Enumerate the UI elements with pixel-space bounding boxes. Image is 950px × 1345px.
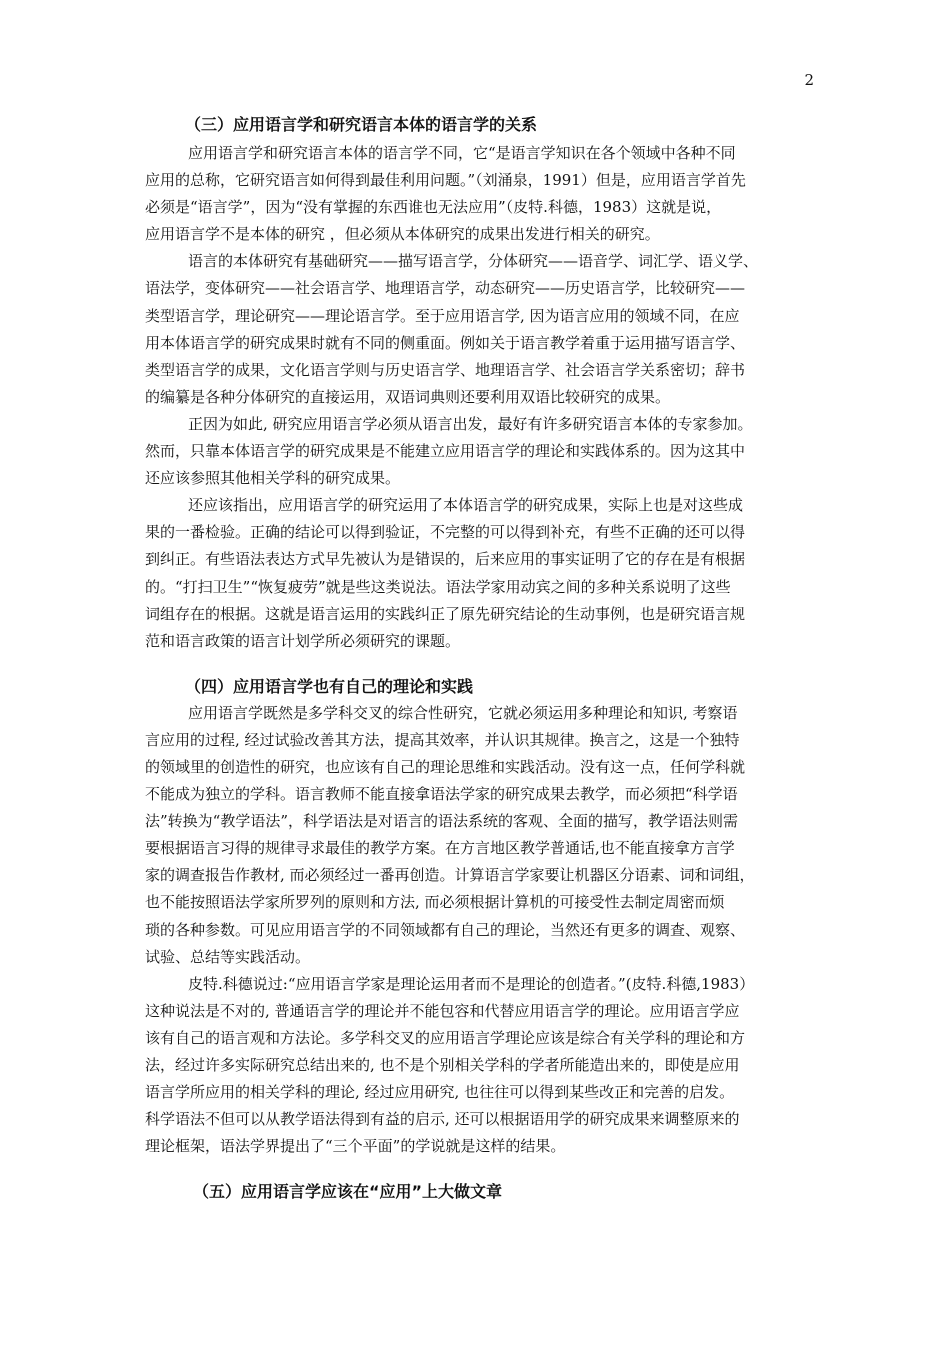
text-line: 法，经过许多实际研究总结出来的, 也不是个别相关学科的学者所能造出来的，即使是应用 <box>145 1056 740 1074</box>
text-line: 的领域里的创造性的研究，也应该有自己的理论思维和实践活动。没有这一点，任何学科就 <box>145 757 746 776</box>
text-line: 应用的总称，它研究语言如何得到最佳利用问题。”（刘涌泉，1991）但是，应用语言学首先 <box>145 171 746 190</box>
text-line: 应用语言学和研究语言本体的语言学不同，它“是语言学知识在各个领域中各种不同 <box>188 144 736 162</box>
document-body <box>145 112 810 1205</box>
text-line: 用本体语言学的研究成果时就有不同的侧重面。例如关于语言教学着重于运用描写语言学、 <box>145 333 746 352</box>
text-line: 的编纂是各种分体研究的直接运用，双语词典则还要利用双语比较研究的成果。 <box>145 387 671 406</box>
page-number: 2 <box>804 71 814 89</box>
text-line: 这种说法是不对的, 普通语言学的理论并不能包容和代替应用语言学的理论。应用语言学应 <box>145 1001 740 1020</box>
text-line: 该有自己的语言观和方法论。多学科交叉的应用语言学理论应该是综合有关学科的理论和方 <box>145 1028 746 1047</box>
paragraph <box>145 411 810 492</box>
section-heading-5: （五）应用语言学应该在“应用”上大做文章 <box>193 1182 503 1202</box>
text-line: 然而，只靠本体语言学的研究成果是不能建立应用语言学的理论和实践体系的。因为这其中 <box>145 442 746 461</box>
text-line: 语法学，变体研究——社会语言学、地理语言学，动态研究——历史语言学，比较研究—— <box>145 279 746 298</box>
text-line: 类型语言学的成果，文化语言学则与历史语言学、地理语言学、社会语言学关系密切；辞书 <box>145 360 746 379</box>
text-line: 的。“打扫卫生”“恢复疲劳”就是些这类说法。语法学家用动宾之间的多种关系说明了这些 <box>145 577 731 596</box>
paragraph <box>145 492 810 655</box>
paragraph <box>145 140 810 248</box>
text-line: 还应该参照其他相关学科的研究成果。 <box>145 469 401 488</box>
text-line: 科学语法不但可以从教学语法得到有益的启示, 还可以根据语用学的研究成果来调整原来的 <box>145 1110 740 1129</box>
text-line: 必须是“语言学”，因为“没有掌握的东西谁也无法应用”（皮特.科德，1983）这就是说， <box>145 198 722 217</box>
text-line: 应用语言学既然是多学科交叉的综合性研究，它就必须运用多种理论和知识, 考察语 <box>188 703 738 722</box>
text-line: 琐的各种参数。可见应用语言学的不同领域都有自己的理论，当然还有更多的调查、观察、 <box>145 920 746 939</box>
text-line: 范和语言政策的语言计划学所必须研究的课题。 <box>145 631 461 650</box>
section-heading-3: （三）应用语言学和研究语言本体的语言学的关系 <box>185 115 538 134</box>
text-line: 要根据语言习得的规律寻求最佳的教学方案。在方言地区教学普通话,也不能直接拿方言学 <box>145 839 735 858</box>
text-line: 不能成为独立的学科。语言教师不能直接拿语法学家的研究成果去教学，而必须把“科学语 <box>145 785 738 804</box>
text-line: 家的调查报告作教材, 而必须经过一番再创造。计算语言学家要让机器区分语素、词和词组， <box>145 866 755 885</box>
text-line: 应用语言学不是本体的研究 ，但必须从本体研究的成果出发进行相关的研究。 <box>145 225 660 244</box>
text-line: 类型语言学，理论研究——理论语言学。至于应用语言学, 因为语言应用的领域不同，在应 <box>145 306 740 325</box>
paragraph <box>145 248 810 411</box>
text-line: 词组存在的根据。这就是语言运用的实践纠正了原先研究结论的生动事例，也是研究语言规 <box>145 604 746 623</box>
text-line: 试验、总结等实践活动。 <box>145 947 311 966</box>
text-line: 语言的本体研究有基础研究——描写语言学，分体研究——语音学、词汇学、语义学、 <box>188 252 759 271</box>
text-line: 果的一番检验。正确的结论可以得到验证，不完整的可以得到补充，有些不正确的还可以得 <box>145 523 746 542</box>
text-line: 理论框架，语法学界提出了“三个平面”的学说就是这样的结果。 <box>145 1137 566 1156</box>
section-heading-4: （四）应用语言学也有自己的理论和实践 <box>185 676 474 696</box>
text-line: 言应用的过程, 经过试验改善其方法，提高其效率，并认识其规律。换言之，这是一个独特 <box>145 730 740 749</box>
paragraph <box>145 971 810 1161</box>
paragraph <box>145 700 810 971</box>
text-line: 也不能按照语法学家所罗列的原则和方法, 而必须根据计算机的可接受性去制定周密而烦 <box>145 893 725 912</box>
text-line: 法”转换为“教学语法”，科学语法是对语言的语法系统的客观、全面的描写，教学语法则需 <box>145 812 739 831</box>
text-line: 语言学所应用的相关学科的理论, 经过应用研究, 也往往可以得到某些改正和完善的启发。 <box>145 1083 735 1102</box>
text-line: 皮特.科德说过:“应用语言学家是理论运用者而不是理论的创造者。”(皮特.科德,1983） <box>188 974 755 993</box>
text-line: 还应该指出，应用语言学的研究运用了本体语言学的研究成果，实际上也是对这些成 <box>188 496 744 515</box>
text-line: 到纠正。有些语法表达方式早先被认为是错误的，后来应用的事实证明了它的存在是有根据 <box>145 550 746 569</box>
text-line: 正因为如此, 研究应用语言学必须从语言出发，最好有许多研究语言本体的专家参加。 <box>188 414 753 433</box>
